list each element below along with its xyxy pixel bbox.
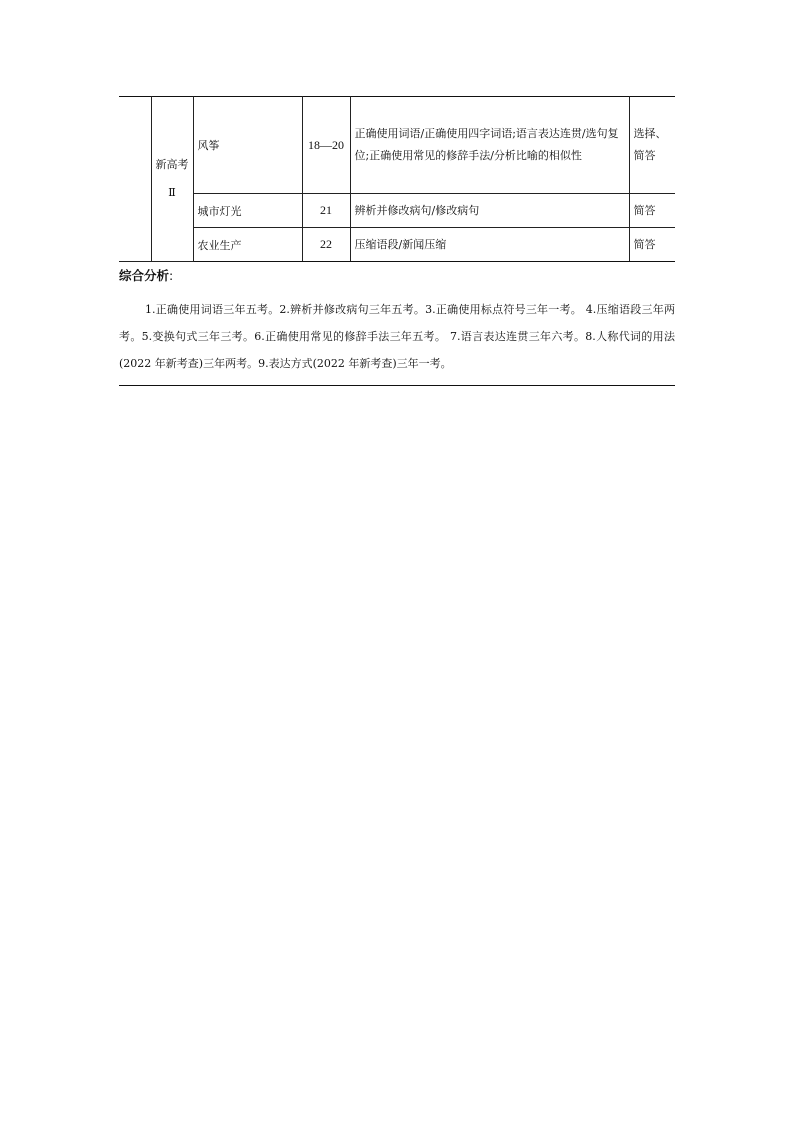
table-row [119, 97, 675, 194]
topic-cell: 城市灯光 [193, 194, 302, 228]
test-points-cell: 正确使用词语/正确使用四字词语;语言表达连贯/选句复位;正确使用常见的修辞手法/分析比喻的相似性 [350, 97, 629, 194]
analysis-body: 1.正确使用词语三年五考。2.辨析并修改病句三年五考。3.正确使用标点符号三年一考。 4.压缩语段三年两考。5.变换句式三年三考。6.正确使用常见的修辞手法三年五考。 7.语言表达连贯三年六考。8.人称代词的用法(2022 年新考查)三年两考。9.表达方式(2022 年新考查)三年一考。 [119, 303, 675, 370]
exam-label: 新高考Ⅱ [151, 97, 193, 262]
question-number-cell: 22 [302, 228, 350, 262]
table-row [119, 228, 675, 262]
question-type-cell: 简答 [629, 194, 675, 228]
exam-table [119, 96, 675, 262]
analysis-section [119, 264, 675, 386]
question-number-cell: 18—20 [302, 97, 350, 194]
topic-cell: 风筝 [193, 97, 302, 194]
test-points-cell: 压缩语段/新闻压缩 [350, 228, 629, 262]
question-type-cell: 简答 [629, 228, 675, 262]
analysis-title: 综合分析 [119, 268, 170, 283]
question-type-cell: 选择、简答 [629, 97, 675, 194]
analysis-heading [119, 264, 675, 288]
table-row [119, 194, 675, 228]
year-cell-empty [119, 97, 151, 262]
question-number-cell: 21 [302, 194, 350, 228]
topic-cell: 农业生产 [193, 228, 302, 262]
exam-table-section [119, 96, 675, 262]
analysis-title-colon: : [169, 268, 174, 283]
test-points-cell: 辨析并修改病句/修改病句 [350, 194, 629, 228]
